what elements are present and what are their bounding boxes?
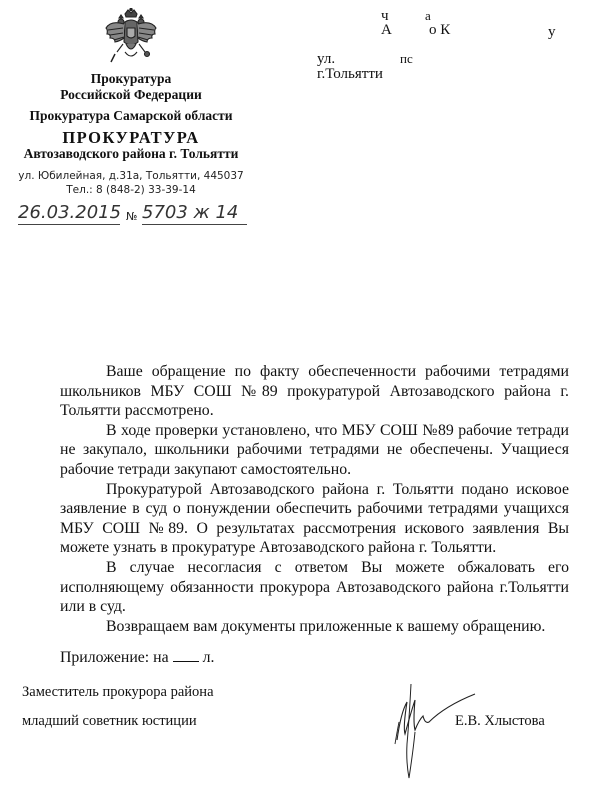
- attachment-line: [60, 648, 214, 667]
- attachment-prefix: Приложение: на: [60, 649, 169, 666]
- office-phone: Тел.: 8 (848-2) 33-39-14: [66, 184, 196, 196]
- addressee-fragment: ч: [381, 8, 389, 24]
- attachment-suffix: л.: [202, 649, 215, 666]
- signer-position: Заместитель прокурора района: [22, 684, 214, 700]
- addressee-fragment: а: [425, 8, 431, 23]
- signer-rank: младший советник юстиции: [22, 713, 197, 729]
- org-name-line1: Прокуратура: [90, 71, 172, 86]
- body-paragraph: Прокуратурой Автозаводского района г. Тольятти подано исковое заявление в суд о понуждении обеспечить рабочими тетрадями учащихся МБУ СОШ №89. О результатах рассмотрения искового заявления Вы можете узнать в прокуратуре Автозаводского района г. Тольятти.: [60, 480, 569, 557]
- addressee-fragment: у: [548, 24, 556, 40]
- body-paragraph: В случае несогласия с ответом Вы можете обжаловать его исполняющему обязанности прокурора Автозаводского района г.Тольятти или в суд.: [60, 558, 569, 616]
- addressee-fragment: А: [381, 22, 392, 38]
- body-paragraph: Ваше обращение по факту обеспеченности рабочими тетрадями школьников МБУ СОШ №89 прокуратурой Автозаводского района г. Тольятти рассмотрено.: [60, 363, 569, 420]
- attachment-pages-blank: [173, 648, 199, 662]
- number-sign: №: [126, 210, 138, 223]
- coat-of-arms-icon: [103, 8, 159, 68]
- outgoing-date: 26.03.2015: [18, 202, 122, 223]
- addressee-street-fragment: пс: [400, 51, 413, 66]
- body-paragraph: В ходе проверки установлено, что МБУ СОШ №89 рабочие тетради не закупало, школьники рабочими тетрадями не обеспечены. Учащиеся рабочие тетради закупают самостоятельно.: [60, 421, 569, 478]
- addressee-fragment: о К: [429, 22, 451, 38]
- office-title: ПРОКУРАТУРА: [62, 128, 200, 147]
- org-name-line2: Российской Федерации: [60, 87, 202, 102]
- regional-office: Прокуратура Самарской области: [29, 108, 233, 123]
- outgoing-number: 5703 ж 14: [142, 202, 247, 225]
- addressee-city: г.Тольятти: [317, 66, 383, 82]
- signer-name: Е.В. Хлыстова: [455, 713, 545, 729]
- addressee-street: ул.: [317, 51, 336, 67]
- district-office: Автозаводского района г. Тольятти: [23, 146, 239, 161]
- office-address: ул. Юбилейная, д.31а, Тольятти, 445037: [18, 170, 244, 182]
- body-paragraph: Возвращаем вам документы приложенные к вашему обращению.: [106, 617, 546, 635]
- letter-body: [60, 362, 569, 636]
